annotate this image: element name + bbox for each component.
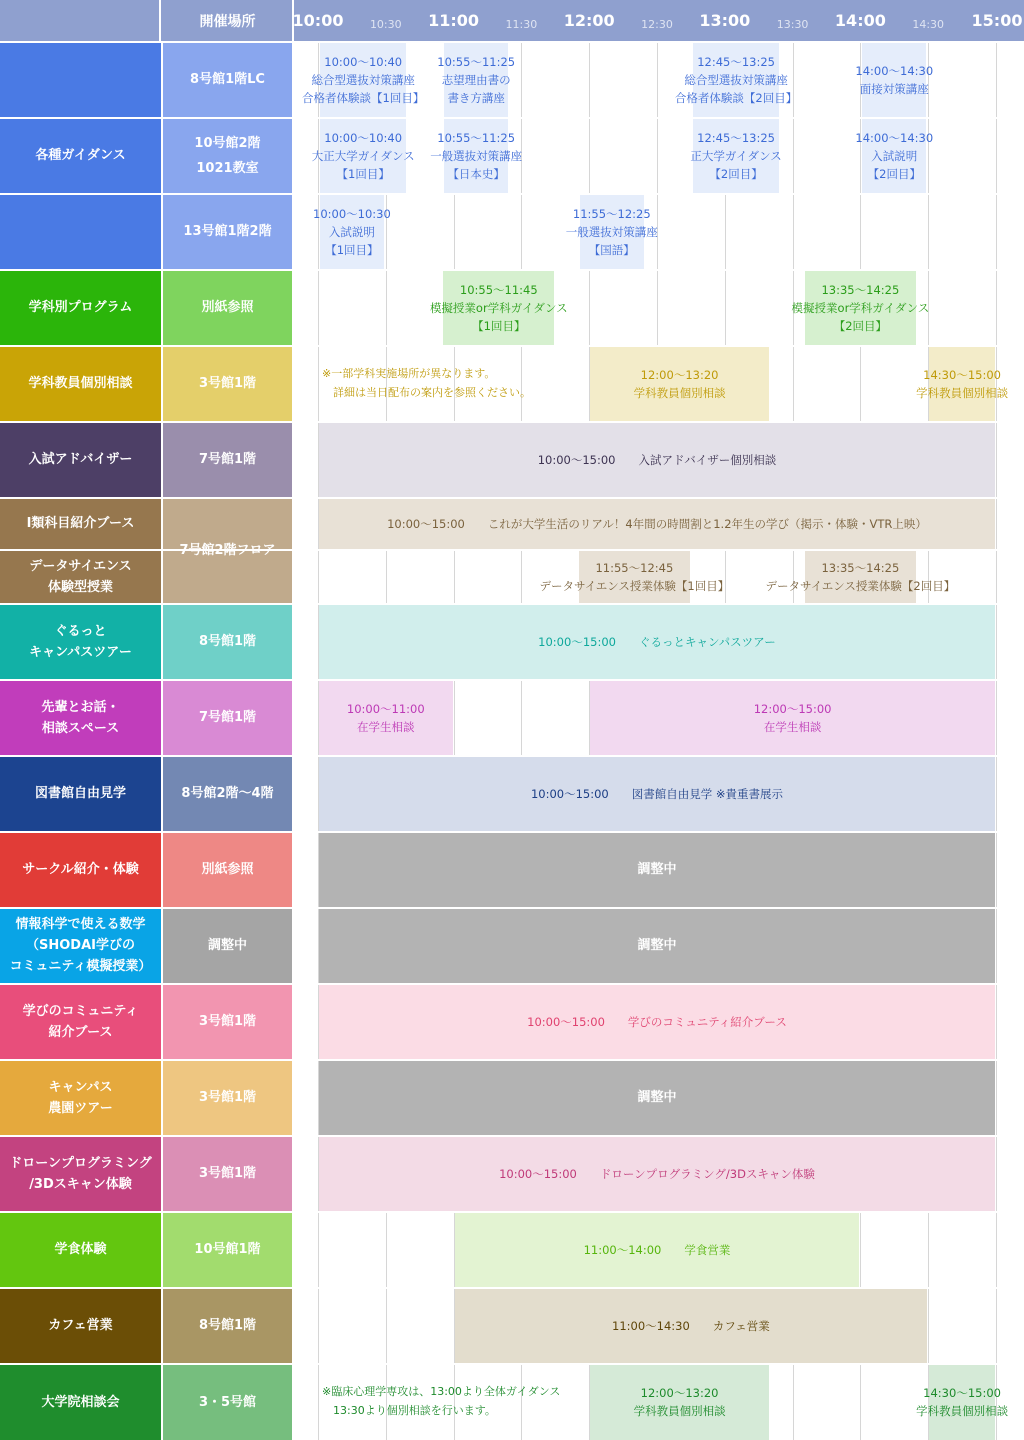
circle-session[interactable]: 調整中 <box>637 861 677 877</box>
cafeteria-location: 10号館1階 <box>163 1212 292 1287</box>
grad-consult-session[interactable]: 12:00〜13:20 学科教員個別相談 <box>633 1386 726 1418</box>
grid-line <box>521 550 522 603</box>
row-separator <box>0 1287 1024 1289</box>
circle-location: 別紙参照 <box>163 832 292 907</box>
grid-line <box>725 270 726 345</box>
grid-line <box>725 194 726 269</box>
dept-program-location: 別紙参照 <box>163 270 292 345</box>
column-separator <box>161 41 163 1440</box>
row-separator <box>0 497 1024 499</box>
header-time-1100: 11:00 <box>428 11 480 30</box>
row-separator <box>0 1211 1024 1213</box>
guidance-category: 各種ガイダンス <box>0 42 161 269</box>
farm-tour-category: キャンパス 農園ツアー <box>0 1060 161 1135</box>
row-separator <box>0 269 1024 271</box>
grid-line <box>386 1212 387 1287</box>
grid-line <box>996 756 997 831</box>
row-separator <box>0 1059 1024 1061</box>
header-time-1200: 12:00 <box>563 11 615 30</box>
grid-line <box>996 1288 997 1363</box>
faculty-consult-category: 学科教員個別相談 <box>0 346 161 421</box>
data-science-category: データサイエンス 体験型授業 <box>0 550 161 603</box>
faculty-consult-session[interactable]: 14:30〜15:00 学科教員個別相談 <box>916 367 1009 400</box>
drone-category: ドローンプログラミング /3Dスキャン体験 <box>0 1136 161 1211</box>
data-science-session[interactable]: 11:55〜12:45 データサイエンス授業体験【1回目】 <box>539 560 730 593</box>
community-booth-category: 学びのコミュニティ 紹介ブース <box>0 984 161 1059</box>
row-separator <box>0 907 1024 909</box>
header-time-1000: 10:00 <box>292 11 344 30</box>
cafe-session[interactable]: 11:00〜14:30 カフェ営業 <box>612 1318 770 1333</box>
row-separator <box>0 421 1024 423</box>
senpai-space-session[interactable]: 10:00〜11:00 在学生相談 <box>346 701 425 734</box>
guidance-session[interactable]: 14:00〜14:30 入試説明 【2回目】 <box>855 130 934 181</box>
grid-line <box>996 42 997 117</box>
dept-program-category: 学科別プログラム <box>0 270 161 345</box>
senpai-space-location: 7号館1階 <box>163 680 292 755</box>
circle-category: サークル紹介・体験 <box>0 832 161 907</box>
grid-line <box>860 194 861 269</box>
dept-program-session[interactable]: 13:35〜14:25 模擬授業or学科ガイダンス 【2回目】 <box>791 282 930 333</box>
row-separator <box>0 603 1024 605</box>
senpai-space-category: 先輩とお話・ 相談スペース <box>0 680 161 755</box>
grid-line <box>860 346 861 421</box>
grid-line <box>996 422 997 497</box>
grid-line <box>996 270 997 345</box>
grid-line <box>318 1288 319 1363</box>
grid-line <box>793 194 794 269</box>
guidance-location-2: 10号館2階 1021教室 <box>163 118 292 193</box>
grid-line <box>454 550 455 603</box>
row-separator <box>0 41 1024 43</box>
campus-tour-category: ぐるっと キャンパスツアー <box>0 604 161 679</box>
grad-consult-note: ※臨床心理学専攻は、13:00より全体ガイダンス 13:30より個別相談を行います。 <box>322 1385 561 1417</box>
row-separator <box>0 755 1024 757</box>
faculty-consult-note: ※一部学科実施場所が異なります。 詳細は当日配布の案内を参照ください。 <box>322 367 531 399</box>
admission-advisor-category: 入試アドバイザー <box>0 422 161 497</box>
row-separator <box>0 117 1024 119</box>
grid-line <box>996 194 997 269</box>
guidance-session[interactable]: 10:55〜11:25 一般選抜対策講座 【日本史】 <box>430 130 523 181</box>
campus-tour-session[interactable]: 10:00〜15:00 ぐるっとキャンパスツアー <box>538 634 776 649</box>
admission-advisor-session[interactable]: 10:00〜15:00 入試アドバイザー個別相談 <box>537 452 777 467</box>
header-time-1230: 12:30 <box>641 18 673 31</box>
grid-line <box>996 1212 997 1287</box>
grid-line <box>996 1136 997 1211</box>
grid-line <box>318 1364 319 1440</box>
header-time-1330: 13:30 <box>776 18 809 31</box>
guidance-session[interactable]: 10:00〜10:40 総合型選抜対策講座 合格者体験談【1回目】 <box>302 54 425 105</box>
grid-line <box>521 680 522 755</box>
grid-line <box>657 270 658 345</box>
row-separator <box>0 193 1024 195</box>
drone-location: 3号館1階 <box>163 1136 292 1211</box>
data-science-session[interactable]: 13:35〜14:25 データサイエンス授業体験【2回目】 <box>765 560 956 593</box>
grid-line <box>928 1212 929 1287</box>
community-booth-session[interactable]: 10:00〜15:00 学びのコミュニティ紹介ブース <box>527 1014 787 1029</box>
grid-line <box>318 1212 319 1287</box>
row-separator <box>0 345 1024 347</box>
guidance-session[interactable]: 12:45〜13:25 総合型選抜対策講座 合格者体験談【2回目】 <box>674 54 798 105</box>
header-time-1500: 15:00 <box>971 11 1023 30</box>
guidance-session[interactable]: 12:45〜13:25 正大学ガイダンス 【2回目】 <box>690 130 782 181</box>
class1-booth-session[interactable]: 10:00〜15:00 これが大学生活のリアル！4年間の時間割と1.2年生の学び（掲示・体験・VTR上映） <box>387 516 927 531</box>
cafe-location: 8号館1階 <box>163 1288 292 1363</box>
grid-line <box>386 270 387 345</box>
header-time-1300: 13:00 <box>699 11 751 30</box>
guidance-location-1: 8号館1階LC <box>163 42 292 117</box>
grid-line <box>521 194 522 269</box>
faculty-consult-session[interactable]: 12:00〜13:20 学科教員個別相談 <box>633 367 726 400</box>
math-lecture-session[interactable]: 調整中 <box>637 937 677 953</box>
header-time-1430: 14:30 <box>912 18 945 31</box>
header-time-1130: 11:30 <box>505 18 538 31</box>
grad-consult-location: 3・5号館 <box>163 1364 292 1440</box>
grid-line <box>386 1288 387 1363</box>
grid-line <box>386 550 387 603</box>
grid-line <box>589 42 590 117</box>
grid-line <box>860 1364 861 1440</box>
cafe-category: カフェ営業 <box>0 1288 161 1363</box>
guidance-session[interactable]: 11:55〜12:25 一般選抜対策講座 【国語】 <box>565 206 658 257</box>
grid-line <box>996 908 997 983</box>
guidance-session[interactable]: 14:00〜14:30 面接対策講座 <box>855 63 934 96</box>
faculty-consult-location: 3号館1階 <box>163 346 292 421</box>
grid-line <box>996 1060 997 1135</box>
row-separator <box>0 549 1024 551</box>
grid-line <box>996 118 997 193</box>
header-corner <box>0 0 161 41</box>
farm-tour-session[interactable]: 調整中 <box>637 1089 677 1105</box>
guidance-session[interactable]: 10:00〜10:30 入試説明 【1回目】 <box>313 206 391 257</box>
guidance-location-3: 13号館1階2階 <box>163 194 292 269</box>
header-time-1400: 14:00 <box>834 11 886 30</box>
header-time-1030: 10:30 <box>369 18 402 31</box>
guidance-session[interactable]: 10:00〜10:40 大正大学ガイダンス 【1回目】 <box>311 130 415 181</box>
grid-line <box>996 984 997 1059</box>
grid-line <box>996 550 997 603</box>
farm-tour-location: 3号館1階 <box>163 1060 292 1135</box>
library-tour-location: 8号館2階〜4階 <box>163 756 292 831</box>
grid-line <box>318 550 319 603</box>
admission-advisor-location: 7号館1階 <box>163 422 292 497</box>
community-booth-location: 3号館1階 <box>163 984 292 1059</box>
row-separator <box>0 679 1024 681</box>
math-lecture-location: 調整中 <box>163 908 292 983</box>
library-tour-session[interactable]: 10:00〜15:00 図書館自由見学 ※貴重書展示 <box>530 786 784 801</box>
grid-line <box>454 194 455 269</box>
grid-line <box>318 346 319 421</box>
grid-line <box>589 118 590 193</box>
grid-line <box>996 680 997 755</box>
grid-line <box>996 498 997 549</box>
grid-line <box>318 270 319 345</box>
dept-program-session[interactable]: 10:55〜11:45 模擬授業or学科ガイダンス 【1回目】 <box>429 282 568 333</box>
grad-consult-session[interactable]: 14:30〜15:00 学科教員個別相談 <box>916 1386 1009 1418</box>
grad-consult-category: 大学院相談会 <box>0 1364 161 1440</box>
grid-line <box>928 1288 929 1363</box>
math-lecture-category: 情報科学で使える数学 （SHODAI学びの コミュニティ模擬授業） <box>0 908 161 983</box>
row-separator <box>0 1363 1024 1365</box>
grid-line <box>996 604 997 679</box>
drone-session[interactable]: 10:00〜15:00 ドローンプログラミング/3Dスキャン体験 <box>499 1166 815 1181</box>
guidance-session[interactable]: 10:55〜11:25 志望理由書の 書き方講座 <box>437 54 516 105</box>
class1-booth-category: Ⅰ類科目紹介ブース <box>0 498 161 549</box>
cafeteria-session[interactable]: 11:00〜14:00 学食営業 <box>583 1242 731 1257</box>
grid-line <box>860 1212 861 1287</box>
header-location-label: 開催場所 <box>199 13 256 30</box>
grid-line <box>928 194 929 269</box>
row-separator <box>0 1135 1024 1137</box>
campus-tour-location: 8号館1階 <box>163 604 292 679</box>
library-tour-category: 図書館自由見学 <box>0 756 161 831</box>
cafeteria-category: 学食体験 <box>0 1212 161 1287</box>
senpai-space-session[interactable]: 12:00〜15:00 在学生相談 <box>753 701 832 734</box>
row-separator <box>0 831 1024 833</box>
grid-line <box>996 832 997 907</box>
row-separator <box>0 983 1024 985</box>
column-separator <box>292 41 294 1440</box>
